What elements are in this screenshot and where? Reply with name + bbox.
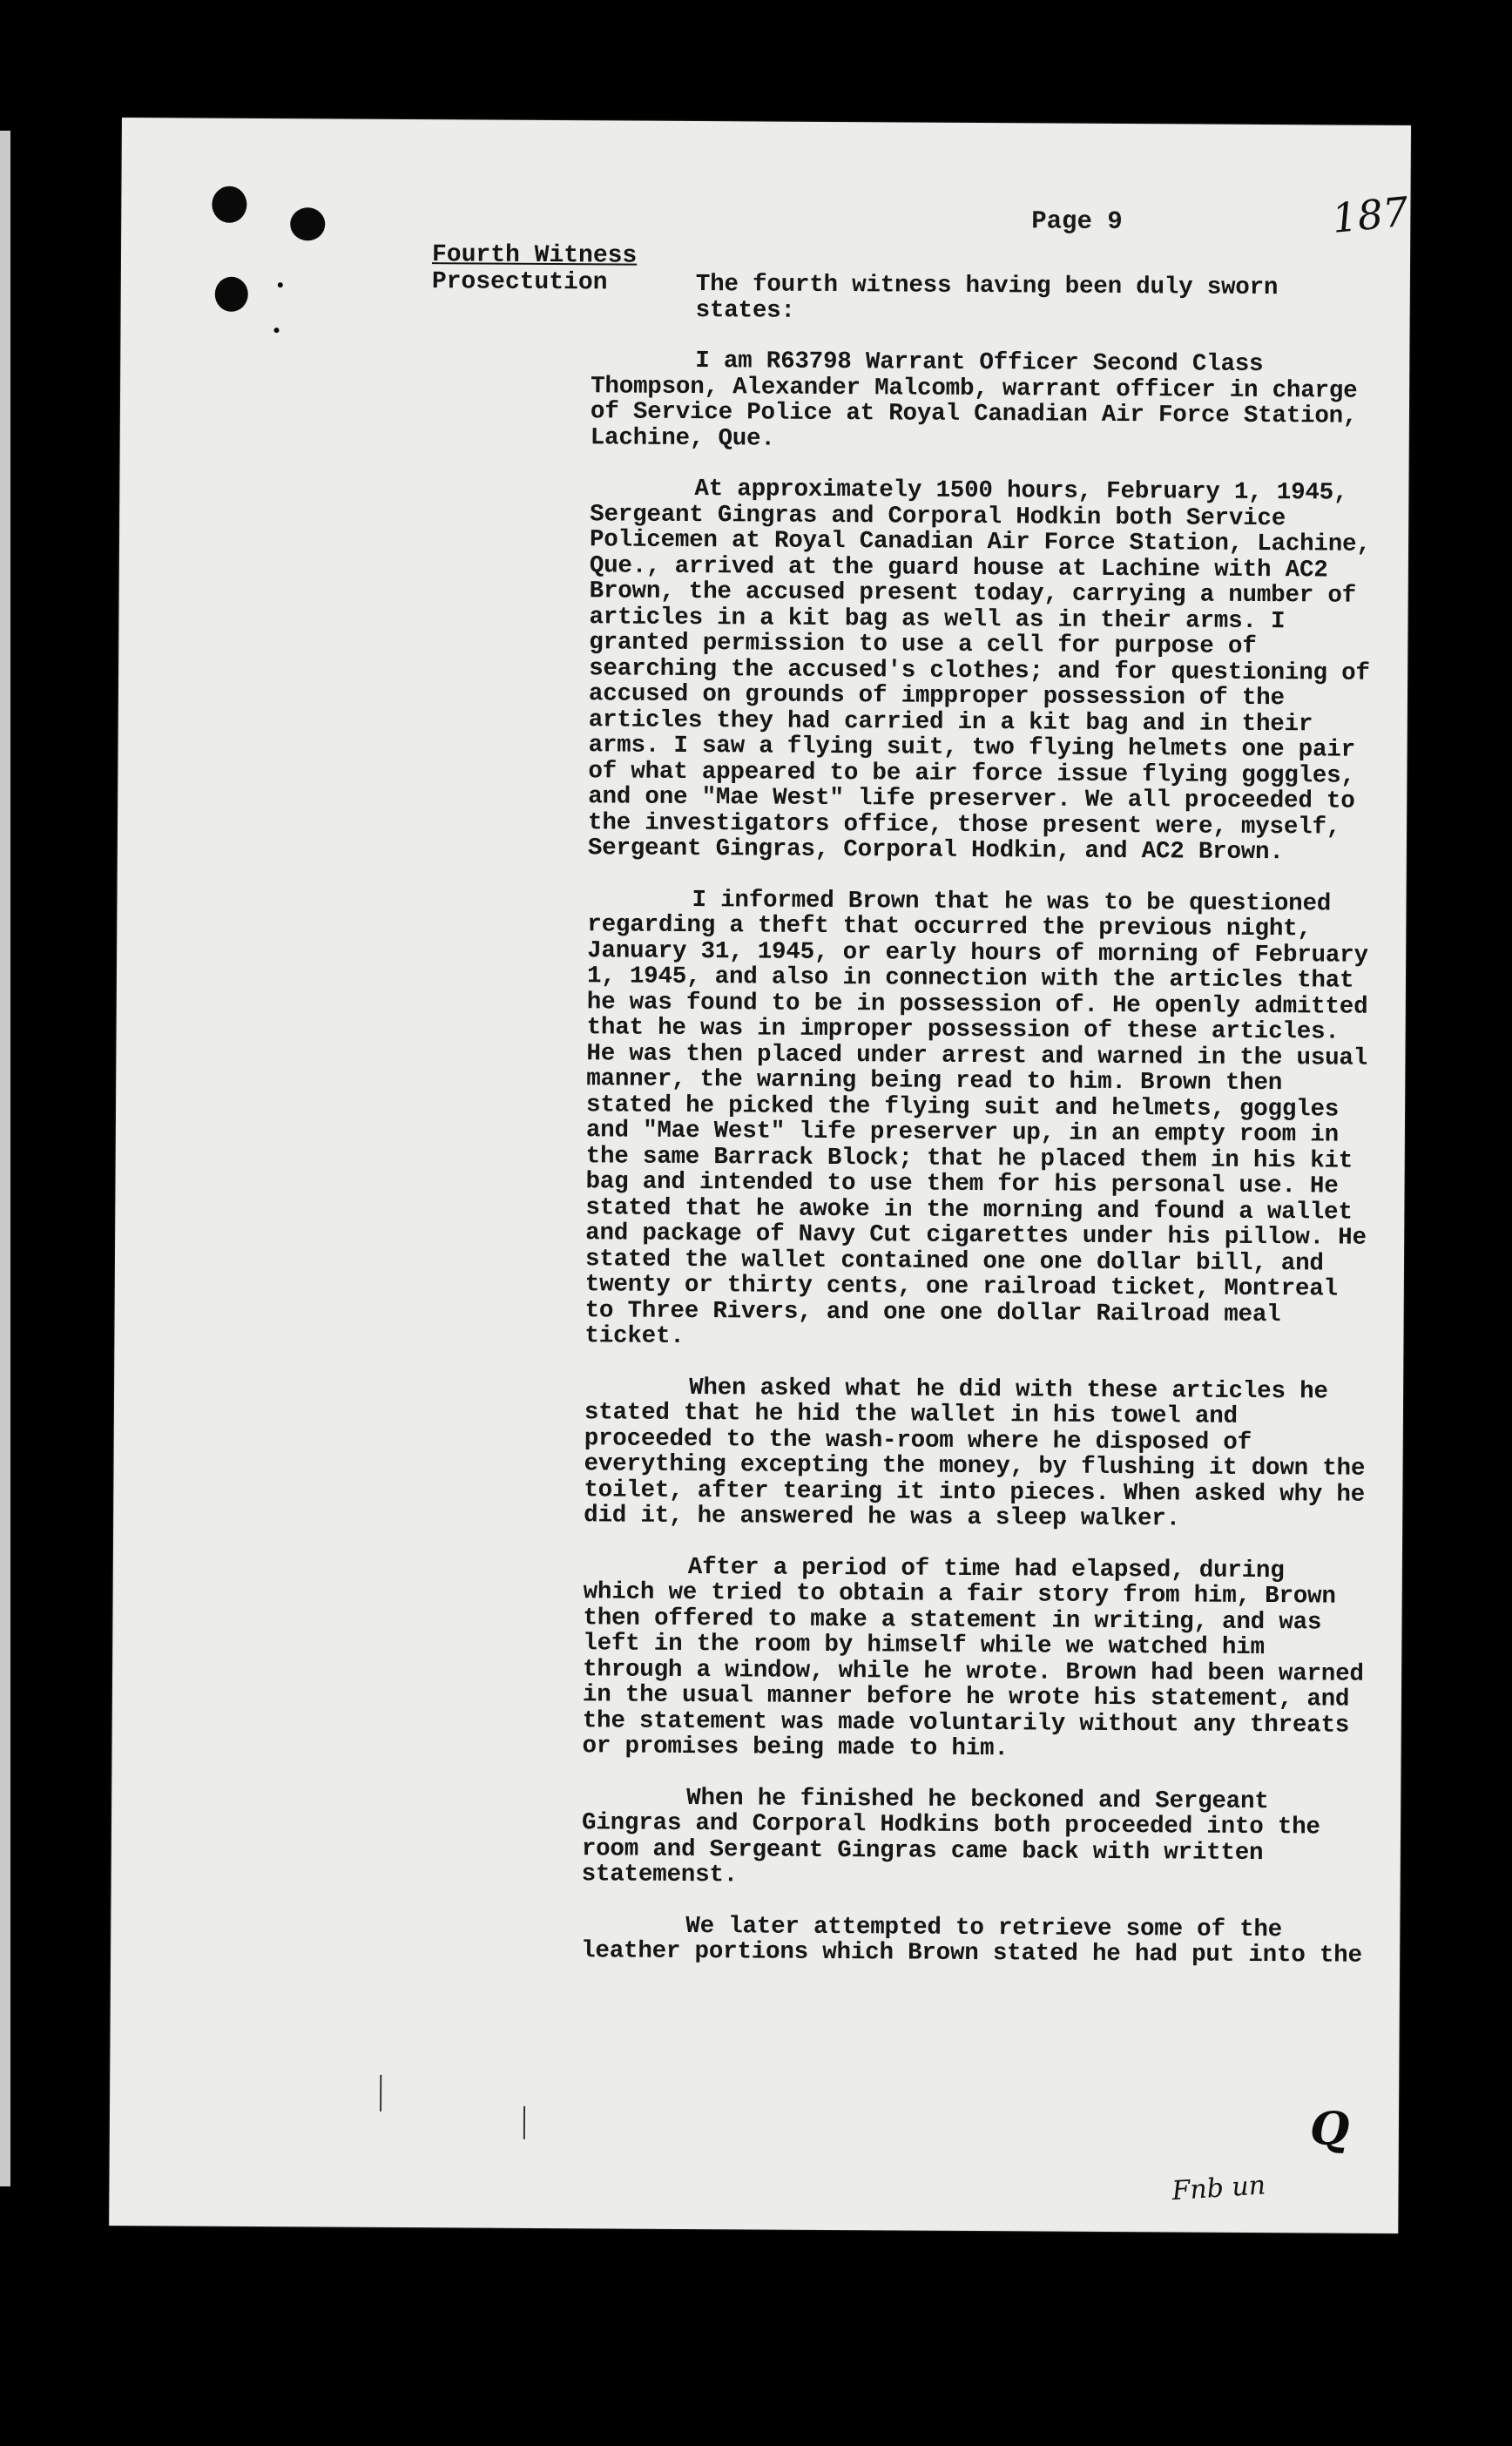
witness-heading-subtitle: Prosectution: [431, 268, 608, 297]
document-page: [109, 118, 1411, 2233]
ink-dot: [278, 282, 283, 287]
paragraph: I informed Brown that he was to be questioned regarding a theft that occurred the previous night, January 31, 1945, or early hours of morning of February 1, 1945, and also in connection with the articles that he was found to be in possession of. He openly admitted that he was in improper possession of these articles. He was then placed under arrest and warned in the usual manner, the warning being read to him. Brown then stated he picked the flying suit and helmets, goggles and "Mae West" life preserver up, in an empty room in the same Barrack Block; that he placed them in his kit bag and intended to use them for his personal use. He stated that he awoke in the morning and found a wallet and package of Navy Cut cigarettes under his pillow. He stated the wallet contained one one dollar bill, and twenty or thirty cents, one railroad ticket, Montreal to Three Rivers, and one one dollar Railroad meal ticket.: [584, 886, 1368, 1350]
paragraph: At approximately 1500 hours, February 1, 1945, Sergeant Gingras and Corporal Hodkin both Service Policemen at Royal Canadian Air Force Station, Lachine, Que., arrived at the guard house at Lachine with AC2 Brown, the accused present today, carrying a number of articles in a kit bag as well as in their arms. I granted permission to use a cell for purpose of searching the accused's clothes; and for questioning of accused on grounds of impproper possession of the articles they had carried in a kit bag and in their arms. I saw a flying suit, two flying helmets one pair of what appeared to be air force issue flying goggles, and one "Mae West" life preserver. We all proceeded to the investigators office, those present were, myself, Sergeant Gingras, Corporal Hodkin, and AC2 Brown.: [587, 476, 1371, 867]
paragraph: After a period of time had elapsed, during which we tried to obtain a fair story from him, Brown then offered to make a statement in writing, and was left in the room by himself while we watched him through a window, while he wrote. Brown had been warned in the usual manner before he wrote his statement, and the statement was made voluntarily without any threats or promises being made to him.: [582, 1553, 1364, 1763]
testimony-body: [581, 271, 1375, 1994]
punch-hole: [212, 186, 246, 223]
paragraph: The fourth witness having been duly sworn states:: [695, 271, 1279, 325]
paragraph: When he finished he beckoned and Sergeant Gingras and Corporal Hodkins both proceeded into the room and Sergeant Gingras came back with written statemenst.: [581, 1784, 1320, 1889]
margin-tick: [523, 2106, 525, 2139]
paragraph: I am R63798 Warrant Officer Second Class Thompson, Alexander Malcomb, warrant officer in charge of Service Police at Royal Canadian Air Force Station, Lachine, Que.: [590, 348, 1358, 453]
ink-dot: [273, 328, 279, 333]
witness-heading-title: Fourth Witness: [431, 241, 638, 270]
punch-hole: [215, 277, 248, 312]
paragraph: When asked what he did with these articles he stated that he hid the wallet in his towel and proceeded to the wash-room where he disposed of everything excepting the money, by flushing it down the toilet, after tearing it into pieces. When asked why he did it, he answered he was a sleep walker.: [584, 1374, 1366, 1533]
handwritten-initial: Q: [1309, 2102, 1350, 2156]
margin-tick: [380, 2075, 381, 2112]
scan-edge-strip: [0, 131, 10, 2186]
punch-hole: [290, 207, 325, 240]
page-number: Page 9: [1031, 206, 1123, 237]
folio-number: 187: [1329, 187, 1411, 242]
paragraph: We later attempted to retrieve some of the leather portions which Brown stated he had put into the: [581, 1912, 1362, 1970]
handwritten-signature: Fnb un: [1171, 2170, 1267, 2207]
